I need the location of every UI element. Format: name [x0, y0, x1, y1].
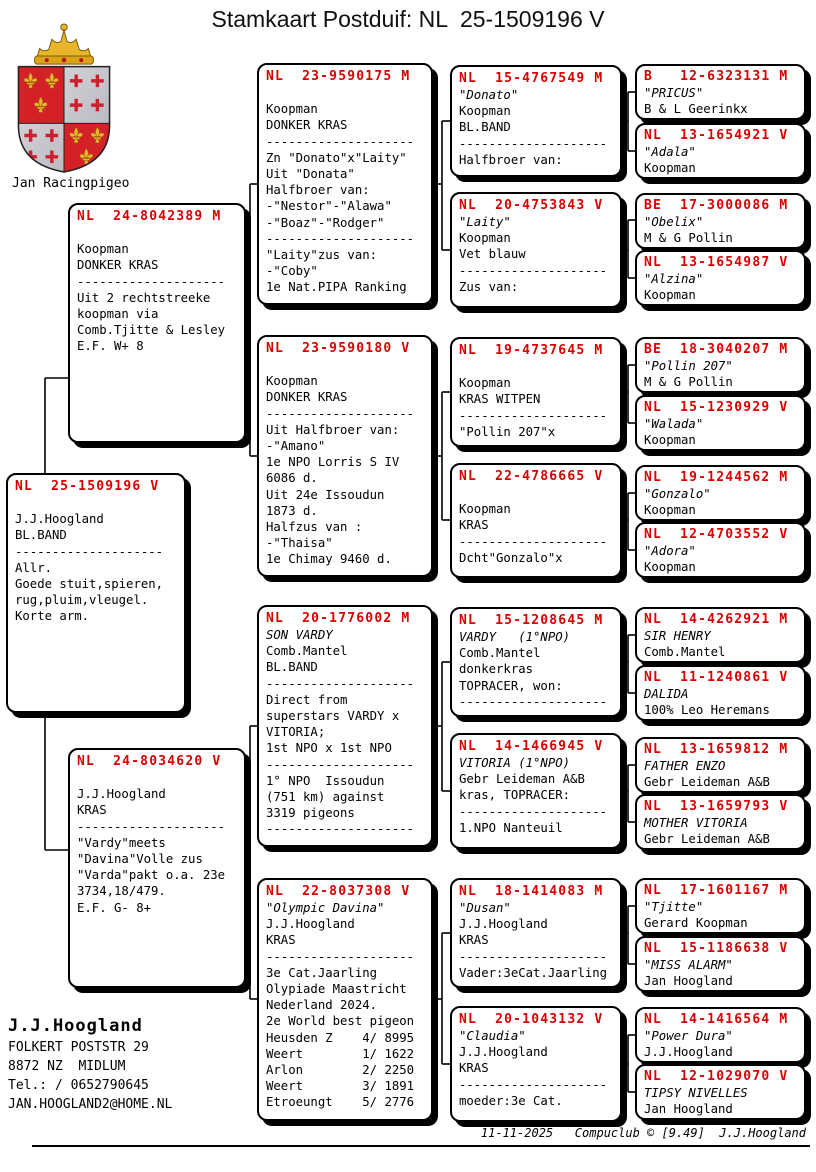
ring-number: NL 19-1244562 M	[644, 470, 789, 485]
pigeon-card-sire	[68, 203, 246, 443]
ring-number: NL 14-4262921 M	[644, 612, 789, 627]
pigeon-card-grandparent-2	[257, 335, 433, 577]
pigeon-details: VARDY (1°NPO) Comb.Mantel donkerkras TOPRACER, won: --------------------	[459, 630, 608, 709]
pigeon-details: "Dusan" J.J.Hoogland KRAS -------------------- Vader:3eCat.Jaarling	[459, 901, 608, 980]
owner-address-line2: 8872 NZ MIDLUM	[8, 1059, 126, 1074]
pigeon-details: Koopman KRAS -------------------- Dcht"Gonzalo"x	[459, 502, 608, 565]
pigeon-details: "Alzina" Koopman	[644, 272, 704, 303]
pigeon-details: "Claudia" J.J.Hoogland KRAS -------------------- moeder:3e Cat.	[459, 1029, 608, 1108]
pigeon-details: "Obelix" M & G Pollin	[644, 215, 733, 246]
owner-email: JAN.HOOGLAND2@HOME.NL	[8, 1097, 173, 1112]
ring-number: NL 15-1230929 V	[644, 400, 789, 415]
footer-rule	[32, 1145, 810, 1147]
ring-number: NL 25-1509196 V	[15, 479, 160, 494]
owner-phone: Tel.: / 0652790645	[8, 1078, 149, 1093]
ring-number: NL 24-8034620 V	[77, 754, 222, 769]
owner-address-line1: FOLKERT POSTSTR 29	[8, 1040, 149, 1055]
ring-number: NL 14-1416564 M	[644, 1012, 789, 1027]
ring-number: NL 20-1776002 M	[266, 611, 411, 626]
pigeon-card-gggparent-2	[635, 123, 806, 179]
ring-number: NL 23-9590175 M	[266, 69, 411, 84]
ring-number: NL 12-4703552 V	[644, 527, 789, 542]
pigeon-details: J.J.Hoogland BL.BAND -------------------- Allr. Goede stuit,spieren, rug,pluim,vleugel. Korte arm.	[15, 512, 164, 624]
pigeon-card-gggparent-7	[635, 465, 806, 521]
ring-number: NL 17-1601167 M	[644, 883, 789, 898]
pigeon-details: TIPSY NIVELLES Jan Hoogland	[644, 1086, 748, 1117]
pigeon-card-grandparent-4	[257, 878, 433, 1121]
ring-number: NL 22-4786665 V	[459, 469, 604, 484]
ring-number: NL 24-8042389 M	[77, 209, 222, 224]
ring-number: NL 13-1659812 M	[644, 742, 789, 757]
pigeon-card-gggparent-10	[635, 665, 806, 721]
pigeon-card-grandparent-3	[257, 605, 433, 847]
ring-number: NL 14-1466945 V	[459, 739, 604, 754]
ring-number: NL 15-1186638 V	[644, 941, 789, 956]
pigeon-card-ggparent-5	[450, 607, 622, 717]
pigeon-card-ggparent-3	[450, 337, 622, 447]
pigeon-details: "PRICUS" B & L Geerinkx	[644, 86, 748, 117]
pigeon-details: FATHER ENZO Gebr Leideman A&B	[644, 759, 770, 790]
pigeon-card-dam	[68, 748, 246, 988]
pigeon-card-gggparent-15	[635, 1007, 806, 1063]
ring-number: NL 22-8037308 V	[266, 884, 411, 899]
pigeon-details: MOTHER VITORIA Gebr Leideman A&B	[644, 816, 770, 847]
pigeon-card-gggparent-1	[635, 64, 806, 120]
pigeon-details: "Adala" Koopman	[644, 145, 696, 176]
pigeon-card-gggparent-6	[635, 395, 806, 451]
pigeon-card-gggparent-4	[635, 250, 806, 306]
pigeon-details: "Donato" Koopman BL.BAND -------------------- Halfbroer van:	[459, 88, 608, 167]
pigeon-card-gggparent-12	[635, 794, 806, 850]
page-title: Stamkaart Postduif: NL 25-1509196 V	[211, 6, 605, 32]
pigeon-card-gggparent-9	[635, 607, 806, 663]
pigeon-details: J.J.Hoogland KRAS -------------------- "Vardy"meets "Davina"Volle zus "Varda"pakt o.a. 23e 3734,18/479. E.F. G- 8+	[77, 787, 226, 915]
pigeon-card-ggparent-6	[450, 733, 622, 849]
pigeon-details: "Laity" Koopman Vet blauw -------------------- Zus van:	[459, 215, 608, 294]
pigeon-card-ggparent-8	[450, 1006, 622, 1122]
pigeon-card-ggparent-1	[450, 65, 622, 177]
crest-caption: Jan Racingpigeo	[12, 176, 130, 191]
pigeon-card-gggparent-3	[635, 193, 806, 249]
pigeon-details: "Tjitte" Gerard Koopman	[644, 900, 748, 931]
pigeon-card-gggparent-16	[635, 1064, 806, 1120]
ring-number: NL 13-1654921 V	[644, 128, 789, 143]
ring-number: NL 20-1043132 V	[459, 1012, 604, 1027]
pigeon-details: Koopman KRAS WITPEN -------------------- "Pollin 207"x	[459, 376, 608, 439]
pigeon-details: "Walada" Koopman	[644, 417, 704, 448]
ring-number: NL 23-9590180 V	[266, 341, 411, 356]
pigeon-card-ggparent-7	[450, 878, 622, 988]
ring-number: BE 18-3040207 M	[644, 342, 789, 357]
pigeon-details: "Olympic Davina" J.J.Hoogland KRAS -------------------- 3e Cat.Jaarling Olypiade Maastricht Nederland 2024. 2e World best pigeon Heusden Z 4/ 8995 Weert 1/ 1622 Arlon 2/ 2250 Weert 3/ 1891 Etroeungt 5/ 2776	[266, 901, 415, 1110]
pigeon-details: Koopman DONKER KRAS -------------------- Uit 2 rechtstreeke koopman via Comb.Tjitte & Lesley E.F. W+ 8	[77, 242, 226, 354]
crown-icon	[35, 24, 94, 64]
pigeon-details: "Adora" Koopman	[644, 544, 696, 575]
club-crest	[8, 12, 120, 178]
pigeon-details: Koopman DONKER KRAS -------------------- Zn "Donato"x"Laity" Uit "Donata" Halfbroer van: -"Nestor"-"Alawa" -"Boaz"-"Rodger" -------------------- "Laity"zus van: -"Coby" 1e Nat.PIPA Ranking	[266, 102, 415, 295]
ring-number: NL 15-4767549 M	[459, 71, 604, 86]
pigeon-card-gggparent-13	[635, 878, 806, 934]
pigeon-details: SON VARDY Comb.Mantel BL.BAND -------------------- Direct from superstars VARDY x VITORIA; 1st NPO x 1st NPO -------------------- 1° NPO Issoudun (751 km) against 3319 pigeons --------------------	[266, 628, 415, 837]
ring-number: NL 20-4753843 V	[459, 198, 604, 213]
coat-of-arms-graphic	[8, 12, 120, 174]
ring-number: NL 18-1414083 M	[459, 884, 604, 899]
pigeon-card-ggparent-2	[450, 192, 622, 308]
pigeon-details: "Gonzalo" Koopman	[644, 487, 711, 518]
ring-number: NL 12-1029070 V	[644, 1069, 789, 1084]
pigeon-details: SIR HENRY Comb.Mantel	[644, 629, 726, 660]
ring-number: NL 13-1654987 V	[644, 255, 789, 270]
pigeon-card-ggparent-4	[450, 463, 622, 578]
pigeon-details: VITORIA (1°NPO) Gebr Leideman A&B kras, TOPRACER: -------------------- 1.NPO Nanteuil	[459, 756, 608, 835]
ring-number: BE 17-3000086 M	[644, 198, 789, 213]
pigeon-details: "Power Dura" J.J.Hoogland	[644, 1029, 733, 1060]
pigeon-details: "MISS ALARM" Jan Hoogland	[644, 958, 733, 989]
pigeon-card-grandparent-1	[257, 63, 433, 305]
pigeon-card-gggparent-5	[635, 337, 806, 393]
pigeon-details: Koopman DONKER KRAS -------------------- Uit Halfbroer van: -"Amano" 1e NPO Lorris S IV 6086 d. Uit 24e Issoudun 1873 d. Halfzus van : -"Thaisa" 1e Chimay 9460 d.	[266, 374, 415, 567]
pigeon-card-gggparent-11	[635, 737, 806, 793]
ring-number: NL 15-1208645 M	[459, 613, 604, 628]
pigeon-card-gggparent-14	[635, 936, 806, 992]
pigeon-details: "Pollin 207" M & G Pollin	[644, 359, 733, 390]
pigeon-card-subject	[6, 473, 186, 713]
footer-text: 11-11-2025 Compuclub © [9.49] J.J.Hoogland	[480, 1126, 806, 1140]
owner-name: J.J.Hoogland	[8, 1016, 143, 1036]
ring-number: NL 11-1240861 V	[644, 670, 789, 685]
shield-graphic	[18, 67, 109, 174]
ring-number: NL 13-1659793 V	[644, 799, 789, 814]
owner-info	[8, 1014, 172, 1114]
pigeon-card-gggparent-8	[635, 522, 806, 578]
pigeon-details: DALIDA 100% Leo Heremans	[644, 687, 770, 718]
ring-number: B 12-6323131 M	[644, 69, 789, 84]
ring-number: NL 19-4737645 M	[459, 343, 604, 358]
